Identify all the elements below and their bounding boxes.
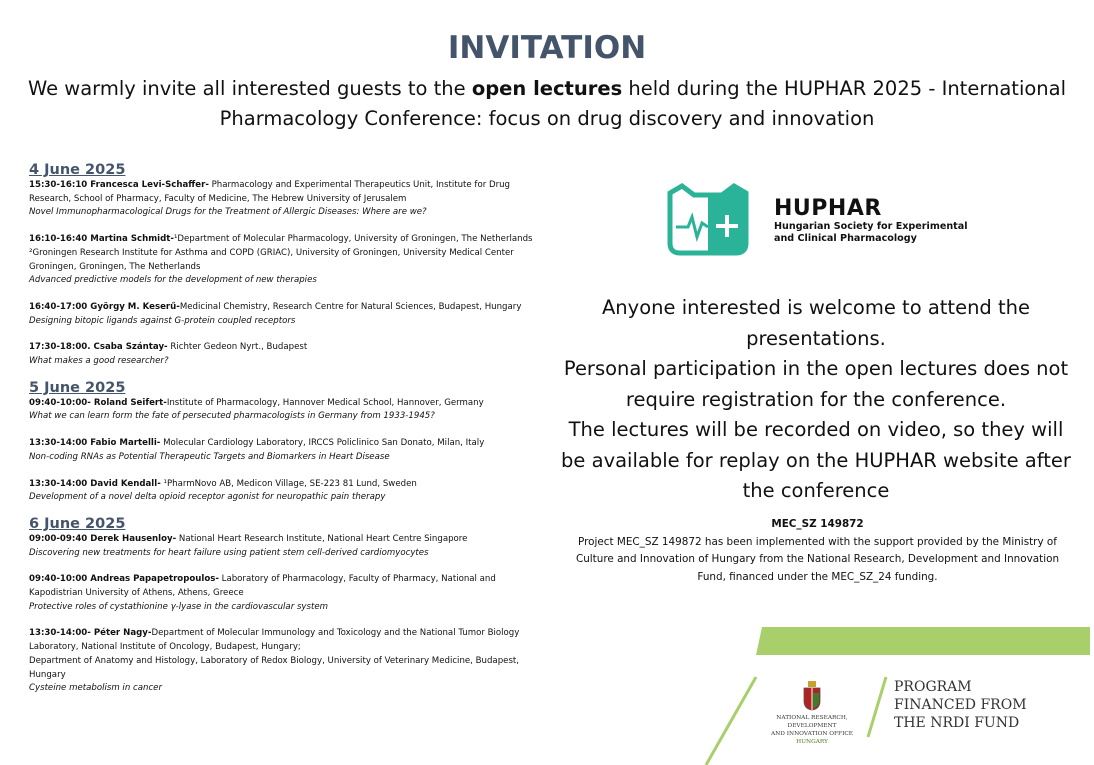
lecture-item bbox=[29, 341, 549, 368]
welcome-line-2: Personal participation in the open lectures does not require registration for the conference. bbox=[563, 357, 1069, 411]
lecture-affiliation: Laboratory of Pharmacology, Faculty of Pharmacy, National and Kapodistrian University of Athens, Athens, Greece bbox=[29, 574, 496, 599]
lecture-time-speaker: 15:30-16:10 Francesca Levi-Schaffer- bbox=[29, 180, 209, 190]
lecture-item bbox=[29, 478, 549, 505]
lecture-program bbox=[29, 161, 549, 709]
lecture-topic: Novel Immunopharmacological Drugs for the Treatment of Allergic Diseases: Where are we? bbox=[29, 207, 427, 218]
invitation-title: INVITATION bbox=[447, 30, 647, 66]
intro-bold: open lectures bbox=[471, 77, 623, 100]
huphar-logo-text bbox=[774, 197, 968, 245]
lecture-affiliation: Institute of Pharmacology, Hannover Medical School, Hannover, Germany bbox=[166, 397, 484, 408]
lecture-affiliation-2: ²Groningen Research Institute for Asthma and COPD (GRIAC), University of Groningen, University Medical Center Groningen, Groningen, The Netherlands bbox=[29, 247, 514, 272]
lecture-affiliation: Department of Molecular Immunology and Toxicology and the National Tumor Biology Laboratory, National Institute of Oncology, Budapest, Hungary; bbox=[29, 628, 520, 653]
lecture-time-speaker: 16:10-16:40 Martina Schmidt- bbox=[29, 234, 174, 245]
lecture-item bbox=[29, 627, 549, 696]
lecture-time-speaker: 17:30-18:00. Csaba Szántay- bbox=[29, 342, 168, 353]
intro-after: held during the HUPHAR 2025 - International Pharmacology Conference: focus on drug discovery and innovation bbox=[219, 77, 1067, 130]
lecture-item bbox=[29, 179, 549, 220]
lecture-time-speaker: 13:30-14:00- Péter Nagy- bbox=[29, 628, 152, 639]
welcome-text bbox=[560, 293, 1072, 507]
huphar-subtitle-1: Hungarian Society for Experimental bbox=[774, 221, 968, 232]
lecture-time-speaker: 09:40-10:00 Andreas Papapetropoulos- bbox=[29, 574, 219, 585]
lecture-affiliation: Richter Gedeon Nyrt., Budapest bbox=[167, 342, 308, 353]
nrdi-program-text bbox=[894, 678, 1027, 732]
nrdi-program-line-3: THE NRDI FUND bbox=[894, 715, 1020, 731]
welcome-line-1: Anyone interested is welcome to attend the presentations. bbox=[601, 296, 1031, 350]
lecture-affiliation: ¹Department of Molecular Pharmacology, University of Groningen, The Netherlands bbox=[173, 234, 533, 245]
lecture-topic: Designing bitopic ligands against G-protein coupled receptors bbox=[29, 315, 296, 326]
lecture-affiliation: ¹PharmNovo AB, Medicon Village, SE-223 81 Lund, Sweden bbox=[160, 478, 417, 489]
lecture-item bbox=[29, 301, 549, 328]
lecture-item bbox=[29, 573, 549, 614]
intro-text bbox=[10, 74, 1084, 134]
lecture-time-speaker: 13:30-14:00 David Kendall- bbox=[29, 478, 161, 489]
lecture-topic: Development of a novel delta opioid receptor agonist for neuropathic pain therapy bbox=[29, 492, 386, 503]
lecture-affiliation: Pharmacology and Experimental Therapeutics Unit, Institute for Drug Research, School of Pharmacy, Faculty of Medicine, The Hebrew University of Jerusalem bbox=[29, 180, 511, 204]
project-code: MEC_SZ 149872 bbox=[771, 518, 864, 530]
hungarian-coat-of-arms-icon bbox=[802, 681, 822, 711]
lecture-topic: Protective roles of cystathionine γ-lyase in the cardiovascular system bbox=[29, 601, 329, 612]
day-heading: 6 June 2025 bbox=[29, 515, 126, 532]
project-description: Project MEC_SZ 149872 has been implemented with the support provided by the Ministry of Culture and Innovation of Hungary from the National Research, Development and Innovation Fund, financed under the MEC_SZ_24 funding. bbox=[575, 535, 1060, 583]
nrdi-office-line-3: HUNGARY bbox=[796, 739, 828, 745]
lecture-time-speaker: 09:40-10:00- Roland Seifert- bbox=[29, 397, 167, 408]
lecture-item bbox=[29, 533, 549, 560]
lecture-topic: Cysteine metabolism in cancer bbox=[29, 683, 162, 694]
lecture-item bbox=[29, 437, 549, 464]
day-heading: 5 June 2025 bbox=[29, 379, 126, 396]
welcome-line-3: The lectures will be recorded on video, so they will be available for replay on the HUPHAR website after the conference bbox=[561, 418, 1071, 502]
huphar-name: HUPHAR bbox=[774, 196, 882, 221]
nrdi-office-line-1: NATIONAL RESEARCH, DEVELOPMENT bbox=[776, 715, 848, 729]
project-funding-note bbox=[575, 516, 1060, 586]
lecture-affiliation: National Heart Research Institute, National Heart Centre Singapore bbox=[176, 533, 468, 544]
lecture-affiliation: Molecular Cardiology Laboratory, IRCCS Policlinico San Donato, Milan, Italy bbox=[160, 438, 485, 449]
lecture-affiliation-2: Department of Anatomy and Histology, Laboratory of Redox Biology, University of Veterinary Medicine, Budapest, Hungary bbox=[29, 655, 520, 680]
lecture-time-speaker: 16:40-17:00 György M. Keserű- bbox=[29, 301, 180, 312]
lecture-time-speaker: 13:30-14:00 Fabio Martelli- bbox=[29, 438, 161, 449]
day-heading: 4 June 2025 bbox=[29, 162, 126, 178]
nrdi-office-name bbox=[757, 714, 867, 746]
lecture-topic: Non-coding RNAs as Potential Therapeutic Targets and Biomarkers in Heart Disease bbox=[29, 451, 390, 462]
lecture-affiliation: Medicinal Chemistry, Research Centre for Natural Sciences, Budapest, Hungary bbox=[179, 301, 522, 312]
lecture-topic: Discovering new treatments for heart failure using patient stem cell-derived cardiomyocytes bbox=[29, 547, 429, 558]
nrdi-program-line-2: FINANCED FROM bbox=[894, 697, 1027, 713]
lecture-item bbox=[29, 233, 549, 288]
lecture-item bbox=[29, 397, 549, 424]
huphar-subtitle-2: and Clinical Pharmacology bbox=[774, 233, 917, 244]
lecture-time-speaker: 09:00-09:40 Derek Hausenloy- bbox=[29, 533, 177, 544]
intro-before: We warmly invite all interested guests to the bbox=[27, 77, 472, 100]
lecture-topic: What we can learn form the fate of persecuted pharmacologists in Germany from 1933-1945? bbox=[29, 411, 435, 422]
lecture-topic: What makes a good researcher? bbox=[29, 356, 169, 367]
nrdi-office-line-2: AND INNOVATION OFFICE bbox=[770, 731, 854, 737]
lecture-topic: Advanced predictive models for the development of new therapies bbox=[29, 275, 317, 286]
nrdi-program-line-1: PROGRAM bbox=[894, 679, 972, 695]
